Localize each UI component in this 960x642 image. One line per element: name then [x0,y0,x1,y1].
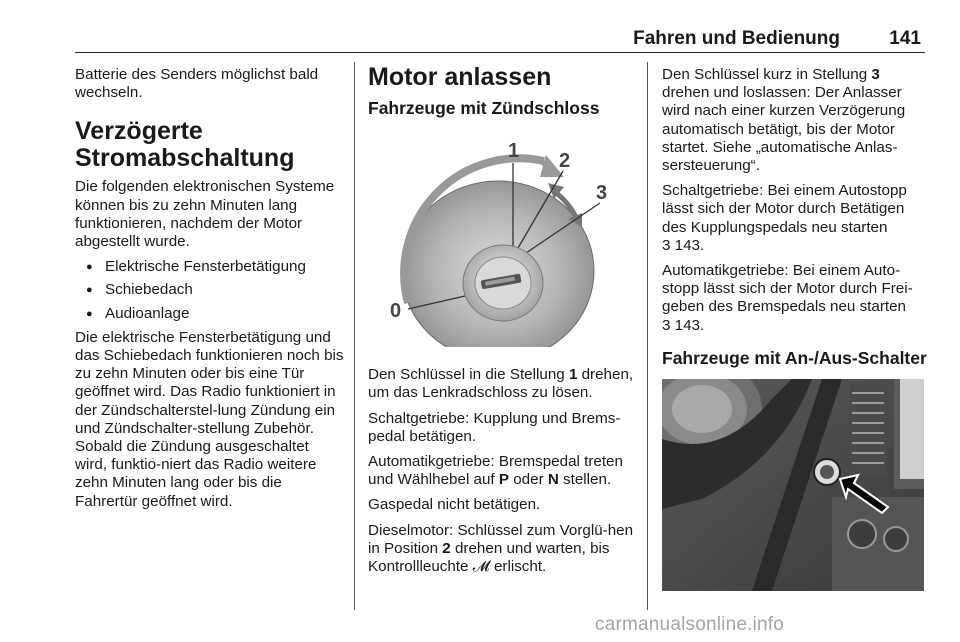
paragraph: Automatikgetriebe: Bremspedal treten und Wählhebel auf P oder N stellen. [368,453,623,489]
paragraph: Den Schlüssel kurz in Stellung 3 drehen und loslassen: Der Anlasser wird nach einer kurzen Verzögerung automatisch betätigt, bis der Motor startet. Siehe „automatische Anlas-sersteuerung“. [662,66,906,175]
start-stop-button-figure [662,379,924,591]
ignition-lock-figure [368,133,630,347]
paragraph: Gaspedal nicht betätigen. [368,496,541,514]
section-heading: Verzögerte Stromabschaltung [75,117,295,173]
list-item: ● Elektrische Fensterbetätigung [75,258,345,276]
section-heading: Motor anlassen [368,63,552,91]
position-label-3: 3 [596,182,608,204]
intro-text: Batterie des Senders möglichst bald wechseln. [75,66,319,102]
column-3 [662,66,927,596]
subsection-heading: Fahrzeuge mit Zündschloss [368,98,600,118]
list-item: ● Schiebedach [75,281,345,299]
position-label-1: 1 [508,140,520,162]
position-label-2: 2 [559,150,571,172]
column-1 [75,66,345,518]
paragraph: Schaltgetriebe: Bei einem Autostopp lässt sich der Motor durch Betätigen des Kupplungspedals neu starten 3 143. [662,182,907,254]
paragraph: Automatikgetriebe: Bei einem Auto-stopp lässt sich der Motor durch Frei-geben des Bremspedals neu starten 3 143. [662,262,913,334]
paragraph: Die elektrische Fensterbetätigung und das Schiebedach funktionieren noch bis zu zehn Minuten oder bis eine Tür geöffnet wird. Das Radio funktioniert in der Zündschalterstel-lung Zündung ein und Zündschalter-stellung Zubehör. Sobald die Zündung ausgeschaltet wird, funktio-niert das Radio weitere zehn Minuten lang oder bis die Fahrertür geöffnet wird. [75,328,344,510]
chapter-title: Fahren und Bedienung [633,28,840,49]
subsection-heading: Fahrzeuge mit An-/Aus-Schalter [662,347,927,368]
column-2 [368,64,636,583]
page-number: 141 [889,28,921,49]
page-reference-link[interactable]: 3 143. [662,316,705,334]
bullet-list [75,258,345,323]
page-reference-link[interactable]: 3 143. [662,236,705,254]
glow-plug-icon: 𝓜 [472,558,490,576]
paragraph: Den Schlüssel in die Stellung 1 drehen, um das Lenkradschloss zu lösen. [368,366,634,402]
position-label-0: 0 [390,300,402,322]
paragraph: Dieselmotor: Schlüssel zum Vorglü-hen in Position 2 drehen und warten, bis Kontrollleuchte 𝓜 erlischt. [368,521,634,576]
paragraph: Schaltgetriebe: Kupplung und Brems-pedal betätigen. [368,409,621,445]
column-divider [647,62,648,610]
paragraph: Die folgenden elektronischen Systeme können bis zu zehn Minuten lang funktionieren, nachdem der Motor abgestellt wurde. [75,178,335,251]
list-item: ● Audioanlage [75,305,345,323]
page-header [75,22,925,53]
watermark-text: carmanualsonline.info [595,614,785,635]
column-divider [354,62,355,610]
